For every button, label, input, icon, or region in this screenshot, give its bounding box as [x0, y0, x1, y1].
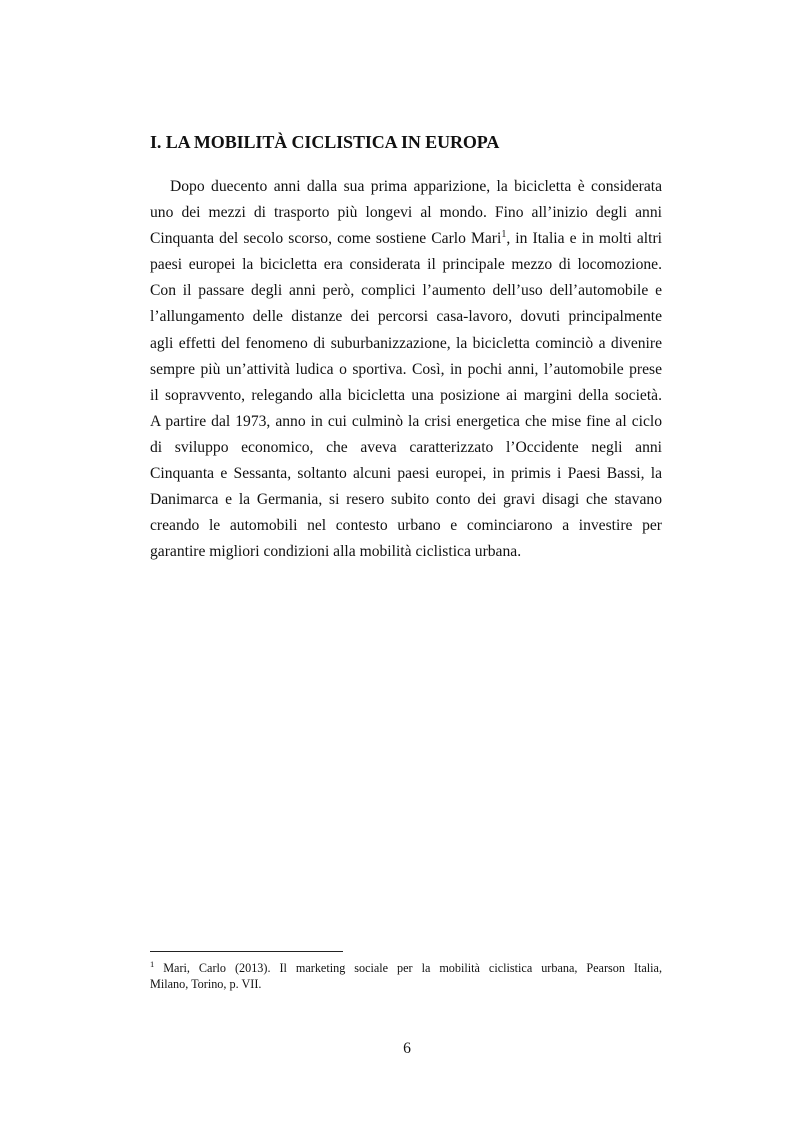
chapter-heading: I. LA MOBILITÀ CICLISTICA IN EUROPA — [150, 132, 500, 152]
paragraph-line-part: Cinquanta del secolo scorso, come sostiene Carlo Mari — [150, 230, 502, 248]
page-number: 6 — [403, 1040, 411, 1057]
paragraph-line-part: , in Italia e in molti altri — [506, 230, 662, 248]
paragraph-line: l’allungamento delle distanze dei percorsi casa-lavoro, dovuti principalmente — [150, 308, 662, 326]
paragraph-line: Dopo duecento anni dalla sua prima apparizione, la bicicletta è considerata — [170, 178, 662, 195]
paragraph-line: A partire dal 1973, anno in cui culminò la crisi energetica che mise fine al ciclo — [150, 412, 662, 430]
footnote — [150, 960, 662, 992]
footnote-separator — [150, 951, 343, 952]
footnote-text: Mari, Carlo (2013). Il marketing sociale per la mobilità ciclistica urbana, Pearson Italia, — [163, 961, 662, 975]
footnote-marker: 1 — [150, 958, 155, 969]
paragraph-line: Con il passare degli anni però, complici l’aumento dell’uso dell’automobile e — [150, 282, 662, 300]
footnote-line: Milano, Torino, p. VII. — [150, 977, 262, 991]
paragraph-line-with-footnote — [150, 226, 662, 252]
paragraph-line: creando le automobili nel contesto urbano e cominciarono a investire per — [150, 517, 662, 535]
paragraph-line: il sopravvento, relegando alla bicicletta una posizione ai margini della società. — [150, 386, 662, 404]
paragraph-line: Cinquanta e Sessanta, soltanto alcuni paesi europei, in primis i Paesi Bassi, la — [150, 465, 662, 483]
paragraph-line: di sviluppo economico, che aveva caratterizzato l’Occidente negli anni — [150, 438, 662, 456]
footnote-line — [150, 960, 662, 976]
paragraph-line: Danimarca e la Germania, si resero subito conto dei gravi disagi che stavano — [150, 491, 662, 509]
paragraph-line: garantire migliori condizioni alla mobilità ciclistica urbana. — [150, 543, 522, 561]
footnote-reference[interactable]: 1 — [501, 229, 507, 240]
paragraph-line: agli effetti del fenomeno di suburbanizzazione, la bicicletta cominciò a divenire — [150, 334, 662, 352]
paragraph-line: uno dei mezzi di trasporto più longevi al mondo. Fino all’inizio degli anni — [150, 204, 662, 222]
paragraph-line: sempre più un’attività ludica o sportiva. Così, in pochi anni, l’automobile prese — [150, 360, 662, 378]
body-paragraph — [150, 174, 662, 565]
paragraph-line: paesi europei la bicicletta era considerata il principale mezzo di locomozione. — [150, 256, 662, 274]
